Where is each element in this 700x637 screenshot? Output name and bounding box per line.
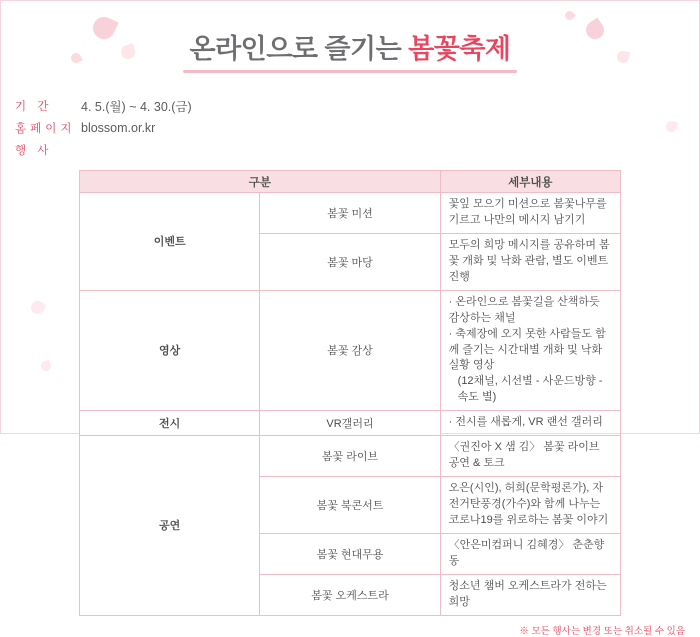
table-cell-category: 영상	[80, 290, 260, 411]
meta-label-period: 기 간	[15, 101, 53, 113]
table-cell-detail	[440, 436, 620, 477]
page-title-prefix: 온라인으로 즐기는	[189, 34, 409, 64]
table-cell-subcategory: VR갤러리	[260, 411, 440, 436]
meta-row-period	[9, 96, 699, 116]
page-title	[1, 1, 699, 66]
table-cell-subcategory: 봄꽃 북콘서트	[260, 477, 440, 534]
table-cell-detail	[440, 533, 620, 574]
table-row	[80, 193, 621, 234]
meta-label-events: 행 사	[15, 145, 53, 157]
page-title-accent: 봄꽃축제	[408, 34, 511, 64]
table-header-row	[80, 171, 621, 193]
meta-value-period: 4. 5.(월) ~ 4. 30.(금)	[81, 100, 192, 114]
meta-row-events	[9, 140, 699, 160]
detail-line: · 축제장에 오지 못한 사람들도 함께 즐기는 시간대별 개화 및 낙화 실황 영상	[448, 327, 606, 372]
detail-line: (12채널, 시선별 - 사운드방향 - 속도 별)	[457, 375, 603, 404]
detail-line: 청소년 챔버 오케스트라가 전하는 희망	[448, 579, 607, 608]
detail-line: · 온라인으로 봄꽃길을 산책하듯 감상하는 채널	[448, 295, 600, 324]
table-cell-detail	[440, 411, 620, 436]
table-cell-category: 전시	[80, 411, 260, 436]
table-cell-category: 이벤트	[80, 193, 260, 291]
meta-label-homepage: 홈페이지	[15, 123, 76, 135]
schedule-table-wrapper	[79, 170, 621, 616]
table-row	[80, 411, 621, 436]
table-cell-detail	[440, 574, 620, 615]
table-cell-subcategory: 봄꽃 오케스트라	[260, 574, 440, 615]
table-cell-subcategory: 봄꽃 라이브	[260, 436, 440, 477]
table-cell-subcategory: 봄꽃 미션	[260, 193, 440, 234]
table-header-category: 구분	[80, 171, 441, 193]
detail-line: 〈권진아 X 샘 김〉 봄꽃 라이브 공연 & 토크	[448, 441, 600, 470]
schedule-table	[79, 170, 621, 616]
petal-decoration-icon	[29, 299, 47, 317]
table-cell-subcategory: 봄꽃 감상	[260, 290, 440, 411]
footnote: ※ 모든 행사는 변경 또는 취소될 수 있음	[519, 625, 685, 637]
petal-decoration-icon	[40, 360, 53, 373]
table-cell-category: 공연	[80, 436, 260, 615]
table-row	[80, 436, 621, 477]
detail-line: 꽃잎 모으기 미션으로 봄꽃나무를 기르고 나만의 메시지 남기기	[448, 198, 607, 226]
table-row	[80, 290, 621, 411]
table-cell-detail	[440, 233, 620, 290]
detail-line: 모두의 희망 메시지를 공유하며 봄꽃 개화 및 낙화 관람, 별도 이벤트 진행	[448, 238, 610, 283]
detail-line: 〈안은미컴퍼니 김혜경〉 춘춘향동	[448, 538, 605, 567]
table-cell-subcategory: 봄꽃 현대무용	[260, 533, 440, 574]
table-cell-detail	[440, 290, 620, 411]
table-header-detail: 세부내용	[440, 171, 620, 193]
meta-row-homepage	[9, 118, 699, 138]
detail-line: 오은(시인), 허희(문학평론가), 자전거탄풍경(가수)와 함께 나누는 코로나19를 위로하는 봄꽃 이야기	[448, 482, 609, 526]
meta-value-homepage[interactable]: blossom.or.kr	[81, 121, 156, 135]
detail-line: · 전시를 새롭게, VR 랜선 갤러리	[448, 416, 603, 429]
table-cell-detail	[440, 477, 620, 534]
meta-info	[1, 96, 699, 160]
table-cell-detail	[440, 193, 620, 234]
table-cell-subcategory: 봄꽃 마당	[260, 233, 440, 290]
title-underline	[183, 70, 517, 73]
table-body	[80, 193, 621, 616]
